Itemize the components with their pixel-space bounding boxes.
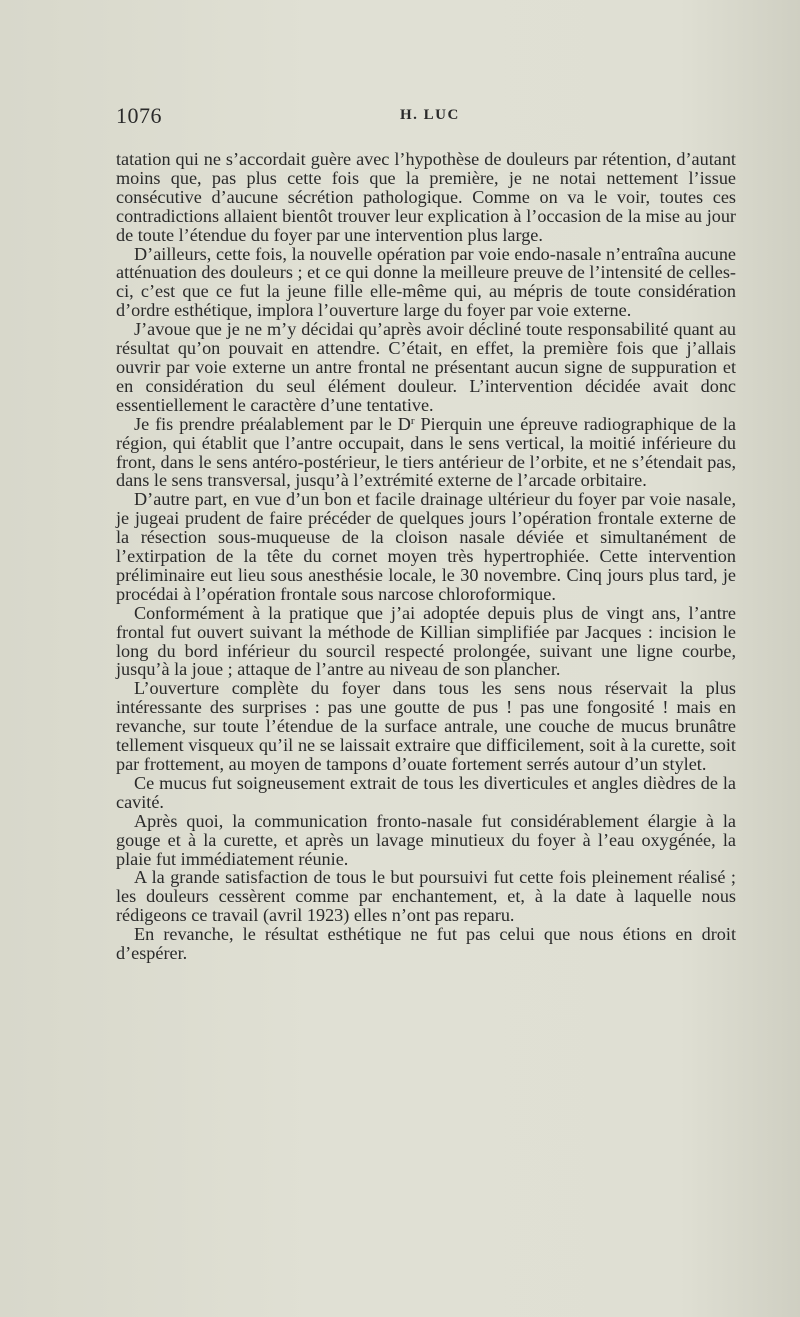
paragraph-4-start: Je fis prendre préalablement par le D <box>134 413 411 434</box>
paragraph-3: J’avoue que je ne m’y décidai qu’après avoir décliné toute responsabilité quant au résultat qu’on pouvait en attendre. C’était, en effet, la première fois que j’allais ouvrir par voie externe un antre frontal ne présentant aucun signe de suppuration et en considération du seul élément douleur. L’intervention décidée avait donc essentiellement le caractère d’une tentative. <box>116 319 736 415</box>
page-header <box>116 103 736 129</box>
paragraph-10: A la grande satisfaction de tous le but poursuivi fut cette fois pleinement réalisé ; les douleurs cessèrent comme par enchantement, et, à la date à laquelle nous rédigeons ce travail (avril 1923) elles n’ont pas reparu. <box>116 867 736 926</box>
paragraph-11: En revanche, le résultat esthétique ne fut pas celui que nous étions en droit d’espérer. <box>116 924 736 964</box>
paragraph-7: L’ouverture complète du foyer dans tous les sens nous réservait la plus intéressante des surprises : pas une goutte de pus ! pas une fongosité ! mais en revanche, sur toute l’étendue de la surface antrale, une couche de mucus brunâtre tellement visqueux qu’il ne se laissait extraire que difficilement, soit à la curette, soit par frottement, au moyen de tampons d’ouate fortement serrés autour d’un stylet. <box>116 678 736 774</box>
running-head: H. LUC <box>400 107 460 123</box>
body-text <box>116 150 736 963</box>
paragraph-6: Conformément à la pratique que j’ai adoptée depuis plus de vingt ans, l’antre frontal fut ouvert suivant la méthode de Killian simplifiée par Jacques : incision le long du bord inférieur du sourcil respecté prolongée, suivant une ligne courbe, jusqu’à la joue ; attaque de l’antre au niveau de son plancher. <box>116 602 736 680</box>
paragraph-2: D’ailleurs, cette fois, la nouvelle opération par voie endo-nasale n’entraîna aucune atténuation des douleurs ; et ce qui donne la meilleure preuve de l’intensité de celles-ci, c’est que ce fut la jeune fille elle-même qui, au mépris de toute considération d’ordre esthétique, implora l’ouverture large du foyer par voie externe. <box>116 243 736 321</box>
paragraph-8: Ce mucus fut soigneusement extrait de tous les diverticules et angles dièdres de la cavité. <box>116 772 736 812</box>
paragraph-1: tatation qui ne s’accordait guère avec l’hypothèse de douleurs par rétention, d’autant moins que, pas plus cette fois que la première, je ne notai nettement l’issue consécutive d’aucune sécrétion pathologique. Comme on va le voir, toutes ces contradictions allaient bientôt trouver leur explication à l’occasion de la mise au jour de toute l’étendue du foyer par une intervention plus large. <box>116 149 736 245</box>
doctor-abbrev-superscript: r <box>410 414 415 427</box>
paragraph-4 <box>116 415 736 491</box>
paragraph-5: D’autre part, en vue d’un bon et facile drainage ultérieur du foyer par voie nasale, je jugeai prudent de faire précéder de quelques jours l’opération frontale externe de la résection sous-muqueuse de la cloison nasale déviée et simultanément de l’extirpation de la tête du cornet moyen très hypertrophiée. Cette intervention préliminaire eut lieu sous anesthésie locale, le 30 novembre. Cinq jours plus tard, je procédai à l’opération frontale sous narcose chloroformique. <box>116 489 736 604</box>
paragraph-4-rest: Pierquin une épreuve radiographique de la région, qui établit que l’antre occupait, dans le sens vertical, la moitié inférieure du front, dans le sens antéro-postérieur, le tiers antérieur de l’orbite, et ne s’étendait pas, dans le sens transversal, jusqu’à l’extrémité externe de l’arcade orbitaire. <box>116 413 736 491</box>
paragraph-9: Après quoi, la communication fronto-nasale fut considérablement élargie à la gouge et à la curette, et après un lavage minutieux du foyer à l’eau oxygénée, la plaie fut immédiatement réunie. <box>116 810 736 869</box>
page-number: 1076 <box>116 103 162 128</box>
